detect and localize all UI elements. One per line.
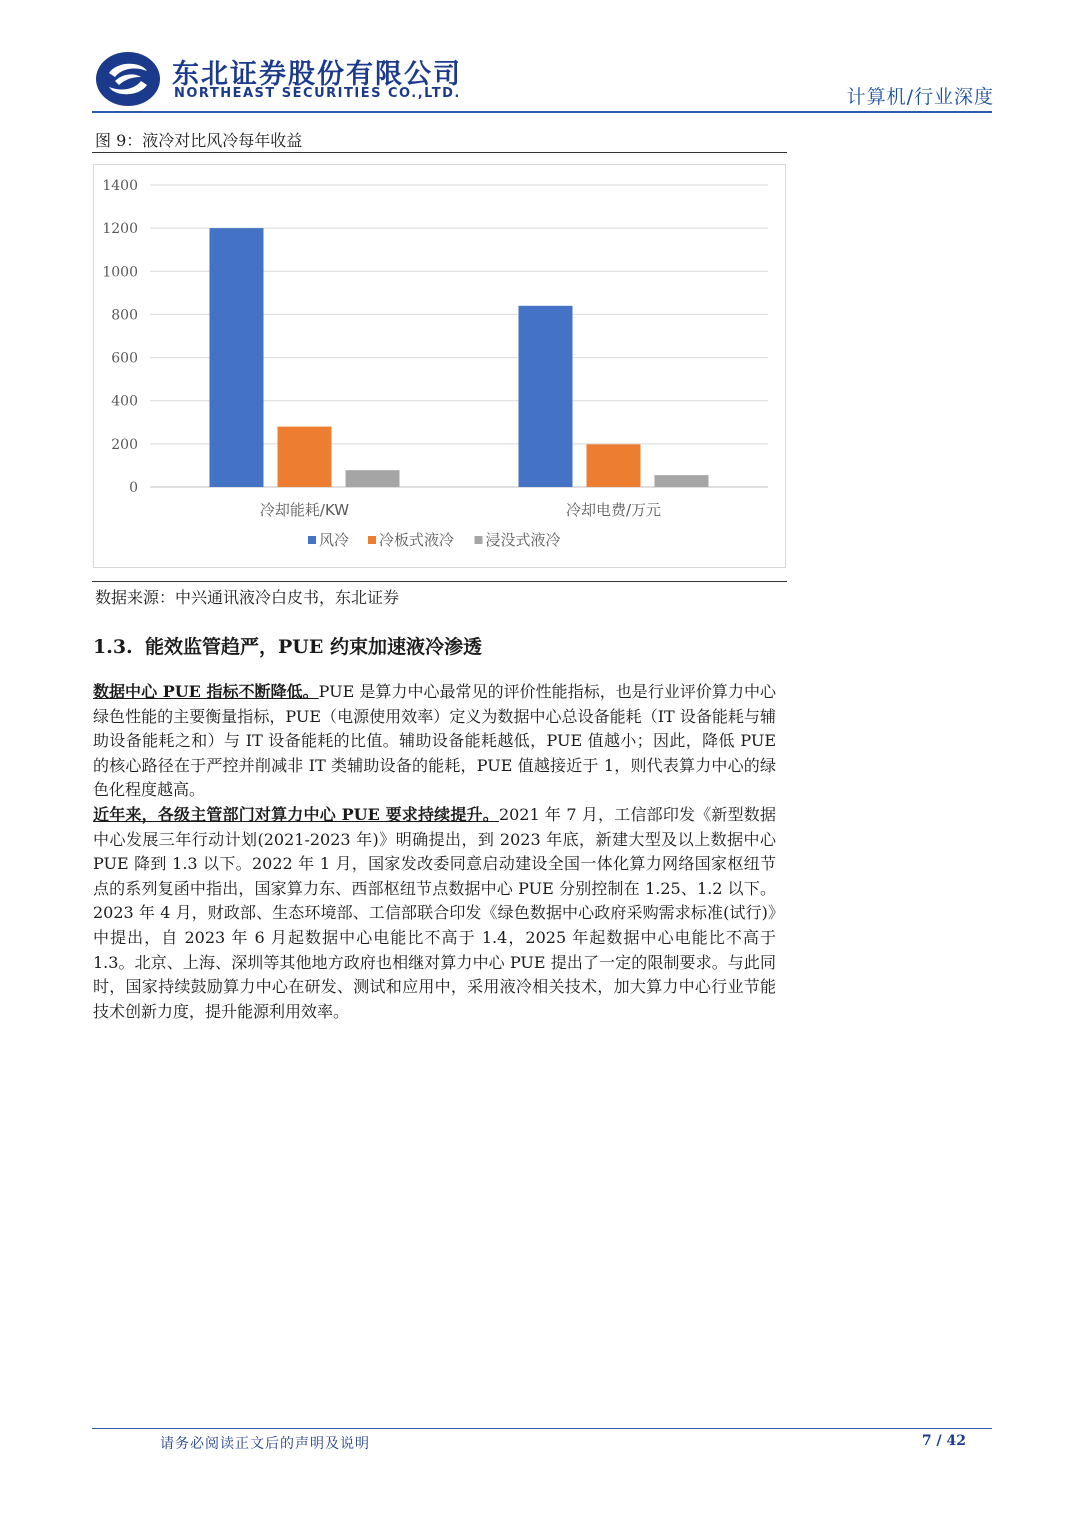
paragraph-lead: 数据中心 PUE 指标不断降低。 bbox=[93, 682, 319, 701]
y-tick-label: 200 bbox=[111, 436, 138, 453]
bar-chart bbox=[93, 164, 786, 568]
header-divider bbox=[92, 111, 992, 113]
paragraph-body: 2021 年 7 月，工信部印发《新型数据中心发展三年行动计划(2021-2023 年)》明确提出，到 2023 年底，新建大型及以上数据中心 PUE 降到 1.3 以下。2022 年 1 月，国家发改委同意启动建设全国一体化算力网络国家枢纽节点的系列复函中指出，国家算力东、西部枢纽节点数据中心 PUE 分别控制在 1.25、1.2 以下。2023 年 4 月，财政部、生态环境部、工信部联合印发《绿色数据中心政府采购需求标准(试行)》中提出，自 2023 年 6 月起数据中心电能比不高于 1.4，2025 年起数据中心电能比不高于 1.3。北京、上海、深圳等其他地方政府也相继对算力中心 PUE 提出了一定的限制要求。与此同时，国家持续鼓励算力中心在研发、测试和应用中，采用液冷相关技术，加大算力中心行业节能技术创新力度，提升能源利用效率。 bbox=[93, 805, 776, 1021]
paragraph-pue-policy bbox=[93, 803, 776, 1024]
y-tick-label: 800 bbox=[111, 307, 138, 324]
figure-source: 数据来源：中兴通讯液冷白皮书，东北证券 bbox=[95, 588, 400, 607]
figure-top-rule bbox=[92, 152, 787, 153]
bar bbox=[655, 475, 709, 487]
figure-caption: 图 9：液冷对比风冷每年收益 bbox=[95, 131, 303, 150]
y-tick-label: 0 bbox=[129, 480, 138, 496]
bar bbox=[278, 427, 332, 487]
footer-disclaimer: 请务必阅读正文后的声明及说明 bbox=[160, 1436, 370, 1452]
paragraph-lead: 近年来，各级主管部门对算力中心 PUE 要求持续提升。 bbox=[93, 805, 499, 824]
bar bbox=[587, 444, 641, 487]
legend-swatch bbox=[368, 536, 376, 544]
section-number: 1.3. bbox=[93, 636, 133, 658]
bar bbox=[210, 228, 264, 487]
northeast-securities-logo bbox=[95, 51, 161, 107]
legend-label: 冷板式液冷 bbox=[379, 531, 455, 549]
legend-label: 浸没式液冷 bbox=[485, 531, 561, 549]
company-name-en: NORTHEAST SECURITIES CO.,LTD. bbox=[174, 86, 461, 101]
legend-swatch bbox=[308, 536, 316, 544]
report-category: 计算机/行业深度 bbox=[846, 86, 994, 108]
bar-chart-svg bbox=[94, 165, 785, 567]
y-tick-label: 1400 bbox=[102, 178, 138, 194]
company-name-cn: 东北证券股份有限公司 bbox=[172, 59, 462, 90]
footer-divider bbox=[92, 1428, 992, 1429]
x-category-label: 冷却电费/万元 bbox=[565, 501, 662, 519]
section-title: 能效监管趋严，PUE 约束加速液冷渗透 bbox=[145, 636, 482, 658]
page-header bbox=[90, 48, 994, 110]
figure-bottom-rule bbox=[92, 581, 787, 582]
page-number: 7 / 42 bbox=[921, 1433, 966, 1449]
y-tick-label: 600 bbox=[111, 350, 138, 367]
legend-label: 风冷 bbox=[319, 531, 350, 549]
bar bbox=[519, 306, 573, 487]
paragraph-body: PUE 是算力中心最常见的评价性能指标，也是行业评价算力中心绿色性能的主要衡量指标，PUE（电源使用效率）定义为数据中心总设备能耗（IT 设备能耗与辅助设备能耗之和）与 IT 设备能耗的比值。辅助设备能耗越低，PUE 值越小；因此，降低 PUE 的核心路径在于严控并削减非 IT 类辅助设备的能耗，PUE 值越接近于 1，则代表算力中心的绿色化程度越高。 bbox=[93, 682, 776, 800]
y-tick-label: 1000 bbox=[102, 264, 138, 281]
bar bbox=[346, 470, 400, 487]
paragraph-pue-definition bbox=[93, 680, 776, 803]
legend-swatch bbox=[475, 536, 483, 544]
y-tick-label: 400 bbox=[111, 393, 138, 410]
x-category-label: 冷却能耗/KW bbox=[259, 501, 350, 519]
y-tick-label: 1200 bbox=[102, 221, 138, 238]
section-heading bbox=[93, 632, 482, 659]
